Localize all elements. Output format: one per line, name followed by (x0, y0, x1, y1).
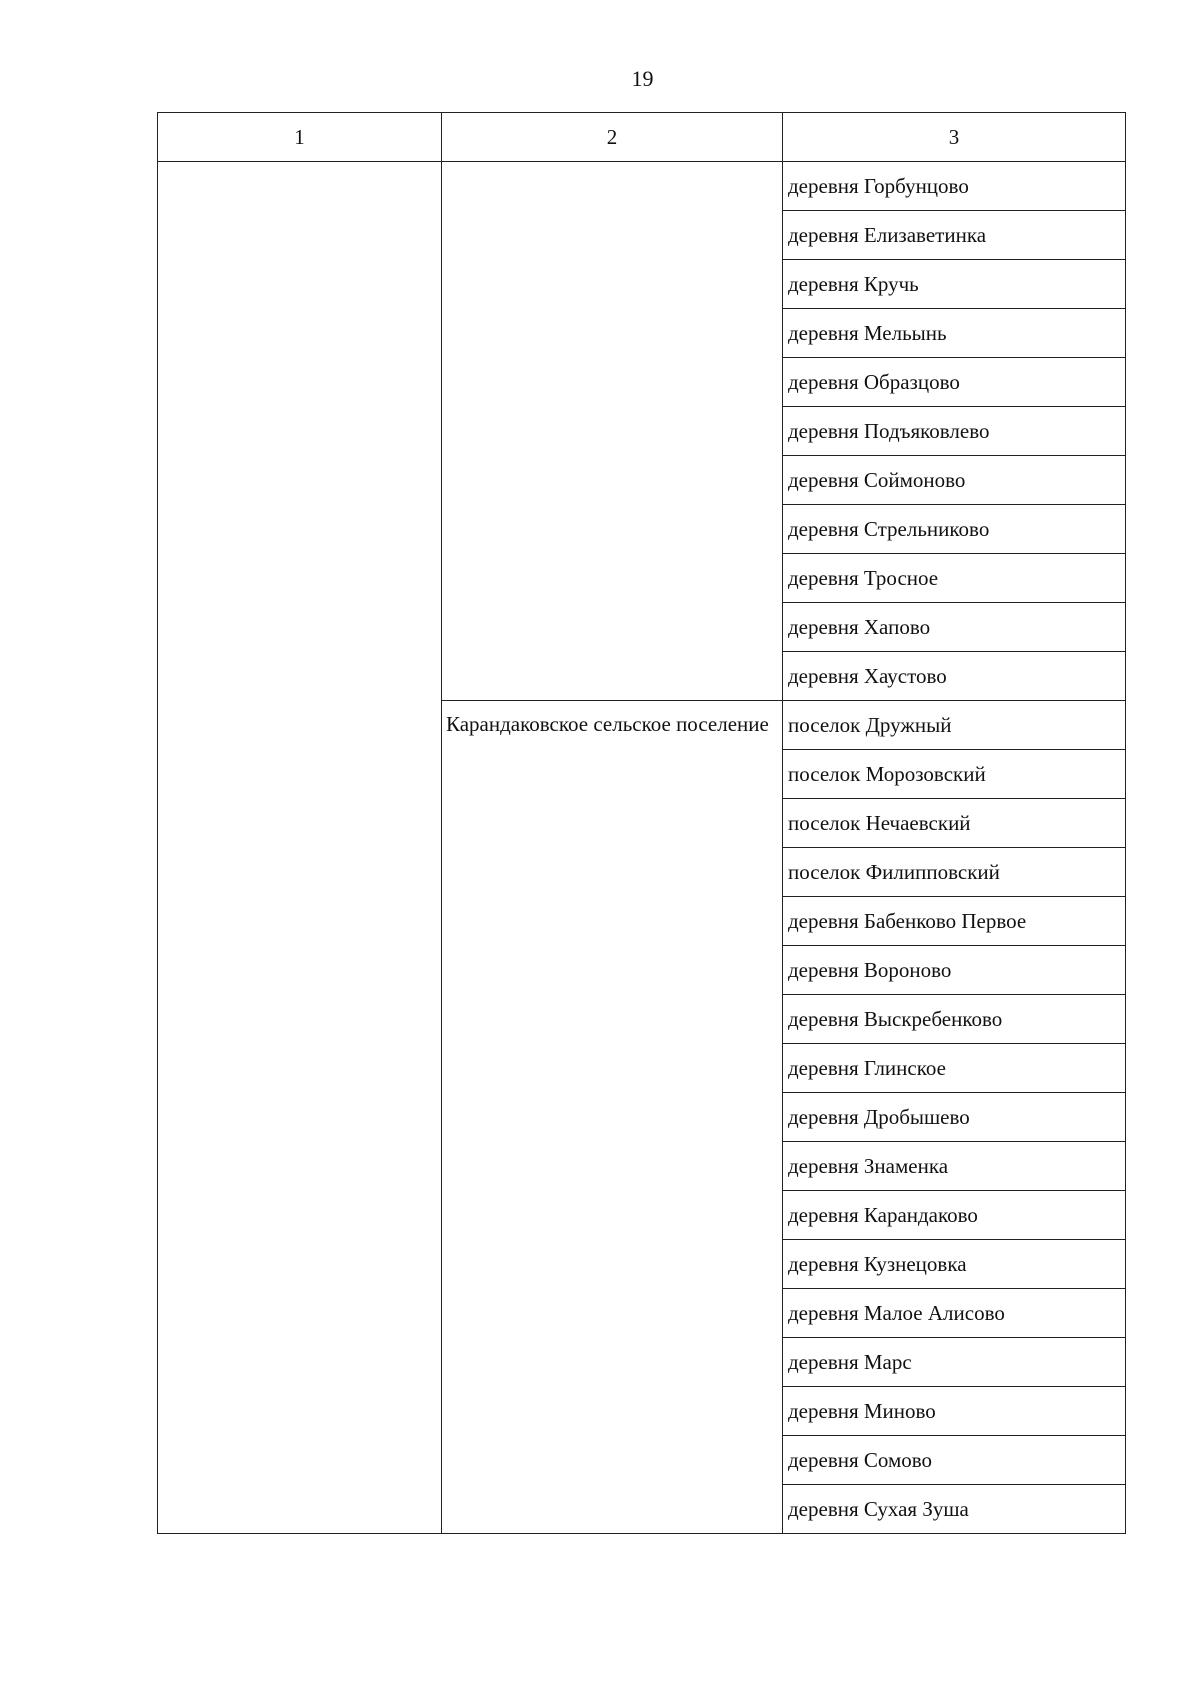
village-cell: деревня Знаменка (783, 1142, 1126, 1191)
village-cell: деревня Хаустово (783, 652, 1126, 701)
village-cell: деревня Образцово (783, 358, 1126, 407)
village-cell: поселок Нечаевский (783, 799, 1126, 848)
village-cell: деревня Глинское (783, 1044, 1126, 1093)
village-cell: деревня Елизаветинка (783, 211, 1126, 260)
settlement-cell (442, 162, 783, 701)
village-cell: деревня Мельынь (783, 309, 1126, 358)
table-header-row (158, 113, 1126, 162)
district-cell (158, 162, 442, 1534)
village-cell: деревня Вороново (783, 946, 1126, 995)
village-cell: деревня Сомово (783, 1436, 1126, 1485)
village-cell: поселок Дружный (783, 701, 1126, 750)
village-cell: деревня Кузнецовка (783, 1240, 1126, 1289)
table-body (158, 162, 1126, 1534)
village-cell: деревня Марс (783, 1338, 1126, 1387)
village-cell: деревня Тросное (783, 554, 1126, 603)
village-cell: деревня Горбунцово (783, 162, 1126, 211)
table-row (158, 162, 1126, 211)
village-cell: деревня Стрельниково (783, 505, 1126, 554)
village-cell: деревня Кручь (783, 260, 1126, 309)
village-cell: деревня Подъяковлево (783, 407, 1126, 456)
village-cell: деревня Дробышево (783, 1093, 1126, 1142)
village-cell: поселок Морозовский (783, 750, 1126, 799)
village-cell: деревня Выскребенково (783, 995, 1126, 1044)
village-cell: поселок Филипповский (783, 848, 1126, 897)
page-number: 19 (631, 66, 654, 91)
village-cell: деревня Сухая Зуша (783, 1485, 1126, 1534)
column-header-2: 2 (442, 113, 783, 162)
column-header-3: 3 (783, 113, 1126, 162)
village-cell: деревня Соймоново (783, 456, 1126, 505)
column-header-1: 1 (158, 113, 442, 162)
settlement-cell: Карандаковское сельское поселение (442, 701, 783, 1534)
village-cell: деревня Малое Алисово (783, 1289, 1126, 1338)
village-cell: деревня Хапово (783, 603, 1126, 652)
settlements-table (157, 112, 1126, 1534)
village-cell: деревня Карандаково (783, 1191, 1126, 1240)
village-cell: деревня Миново (783, 1387, 1126, 1436)
village-cell: деревня Бабенково Первое (783, 897, 1126, 946)
